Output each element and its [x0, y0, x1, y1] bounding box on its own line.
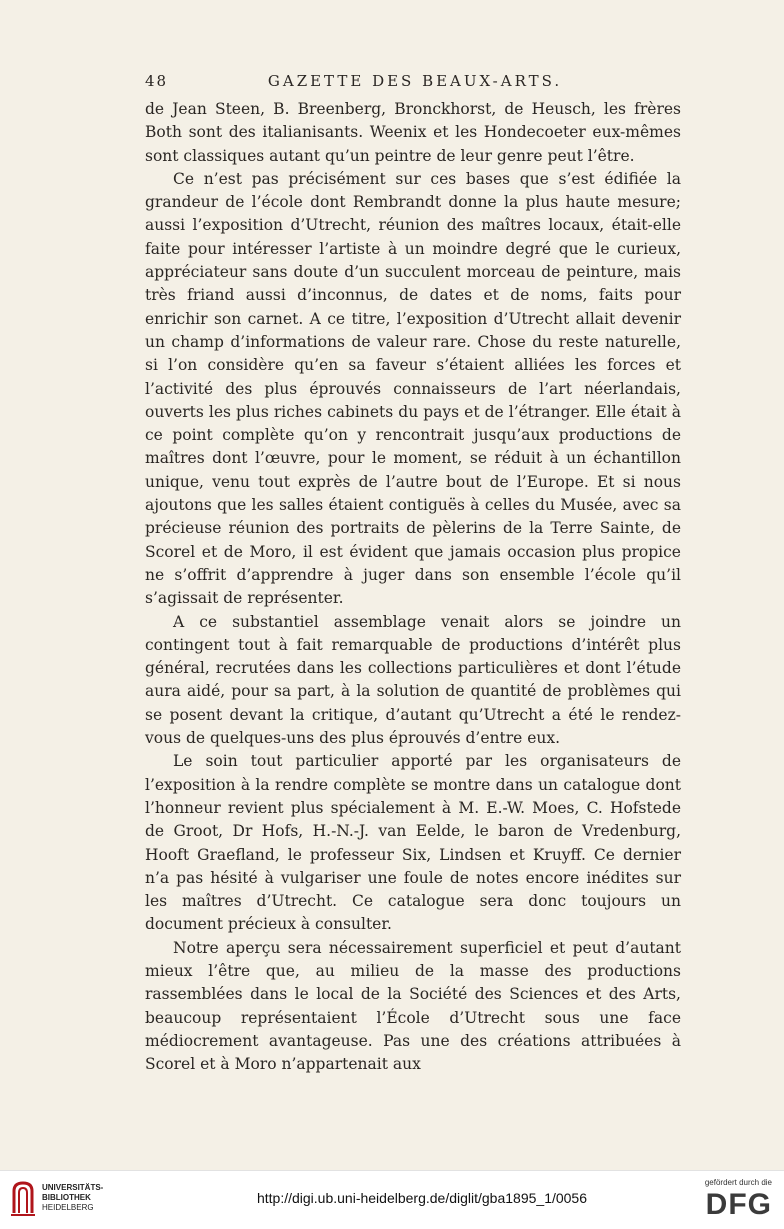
page-number: 48 — [145, 72, 169, 90]
library-name: UNIVERSITÄTS- BIBLIOTHEK HEIDELBERG — [42, 1183, 104, 1212]
running-head — [145, 72, 685, 94]
permalink-url[interactable]: http://digi.ub.uni-heidelberg.de/diglit/gba1895_1/0056 — [256, 1190, 588, 1206]
body-text — [145, 98, 681, 1076]
journal-title: GAZETTE DES BEAUX-ARTS. — [267, 72, 563, 90]
dfg-logo: DFG — [705, 1188, 772, 1221]
paragraph: A ce substantiel assemblage venait alors se joindre un contingent tout à fait remarquable de productions d’intérêt plus général, recrutées dans les collections particulières et dont l’étude aura aidé, pour sa part, à la solution de quantité de problèmes qui se posent devant la critique, d’autant qu’Utrecht a été le rendez-vous de quelques-uns des plus éprouvés d’entre eux. — [145, 612, 681, 748]
library-logo-icon — [8, 1179, 38, 1219]
paragraph: de Jean Steen, B. Breenberg, Bronckhorst, de Heusch, les frères Both sont des italianisants. Weenix et les Hondecoeter eux-mêmes sont classiques autant qu’un peintre de leur genre peut l’être. — [145, 100, 681, 165]
paragraph: Le soin tout particulier apporté par les organisateurs de l’exposition à la rendre complète se montre dans un catalogue dont l’honneur revient plus spécialement à M. E.-W. Moes, C. Hofstede de Groot, Dr Hofs, H.-N.-J. van Eelde, le baron de Vredenburg, Hooft Graefland, le professeur Six, Lindsen et Kruyff. Ce dernier n’a pas hésité à vulgariser une foule de notes encore inédites sur les maîtres d’Utrecht. Ce catalogue sera donc toujours un document précieux à consulter. — [145, 752, 681, 934]
paragraph: Ce n’est pas précisément sur ces bases que s’est édifiée la grandeur de l’école dont Rembrandt donne la plus haute mesure; aussi l’exposition d’Utrecht, réunion des maîtres locaux, était-elle faite pour intéresser l’artiste à un moindre degré que le curieux, appréciateur sans doute d’un succulent morceau de peinture, mais très friand aussi d’inconnus, de dates et de noms, faits pour enrichir son carnet. A ce titre, l’exposition d’Utrecht allait devenir un champ d’informations de valeur rare. Chose du reste naturelle, si l’on considère qu’en sa faveur s’étaient alliées les forces et l’activité des plus éprouvés connaisseurs de l’art néerlandais, ouverts les plus riches cabinets du pays et de l’étranger. Elle était à ce point complète qu’on y rencontrait jusqu’aux productions de maîtres dont l’œuvre, pour le moment, se réduit à un échantillon unique, venu tout exprès de l’autre bout de l’Europe. Et si nous ajoutons que les salles étaient contiguës à celles du Musée, avec sa précieuse réunion des portraits de pèlerins de la Terre Sainte, de Scorel et de Moro, il est évident que jamais occasion plus propice ne s’offrit d’apprendre à juger dans son ensemble l’école qu’il s’agissait de représenter. — [145, 169, 681, 608]
funding-caption: gefördert durch die — [704, 1178, 772, 1187]
digitization-footer — [0, 1170, 784, 1229]
paragraph: Notre aperçu sera nécessairement superficiel et peut d’autant mieux l’être que, au milieu de la masse des productions rassemblées dans le local de la Société des Sciences et des Arts, beaucoup représentaient l’École d’Utrecht sous une face médiocrement avantageuse. Pas une des créations attribuées à Scorel et à Moro n’appartenait aux — [145, 938, 681, 1074]
